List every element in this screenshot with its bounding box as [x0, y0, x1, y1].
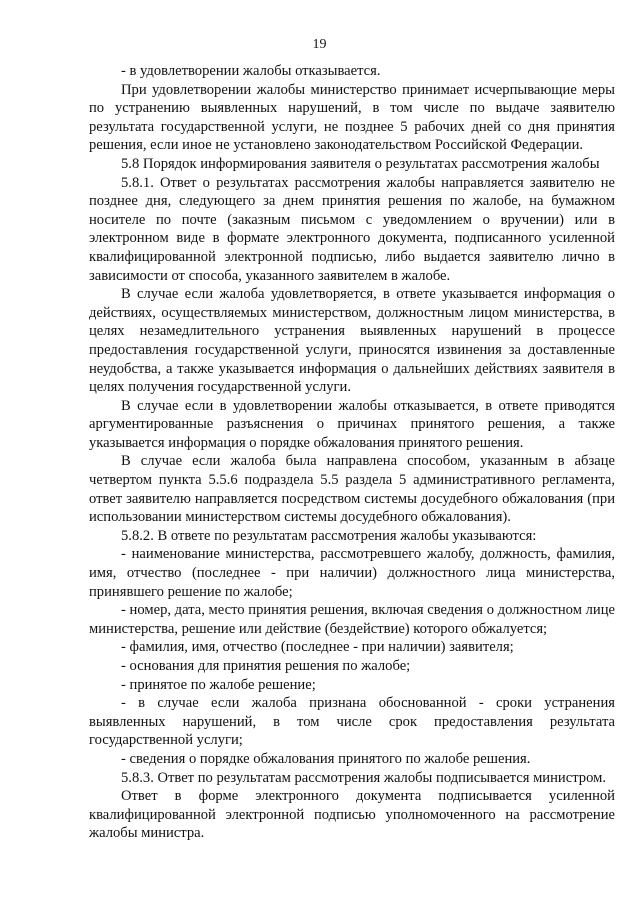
paragraph-satisfaction-measures: При удовлетворении жалобы министерство принимает исчерпывающие меры по устранению выявленных нарушений, в том числе по выдаче заявителю результата государственной услуги, не позднее 5 рабочих дней со дня принятия решения, если иное не установлено законодательством Российской Федерации.	[89, 81, 615, 154]
document-body	[89, 62, 615, 843]
paragraph-5-8-1: 5.8.1. Ответ о результатах рассмотрения жалобы направляется заявителю не позднее дня, следующего за днем принятия решения по жалобе, на бумажном носителе по почте (заказным письмом с уведомлением о вручении) или в электронном виде в формате электронного документа, подписанного усиленной квалифицированной электронной подписью, либо выдается заявителю лично в зависимости от способа, указанного заявителем в жалобе.	[89, 174, 615, 284]
list-item-grounds: - основания для принятия решения по жалобе;	[121, 658, 411, 674]
paragraph-complaint-refused: В случае если в удовлетворении жалобы отказывается, в ответе приводятся аргументированные разъяснения о причинах принятого решения, а также указывается информация о порядке обжалования принятого решения.	[89, 397, 615, 451]
paragraph-5-8-3: 5.8.3. Ответ по результатам рассмотрения жалобы подписывается министром.	[121, 769, 606, 786]
paragraph-electronic-signature: Ответ в форме электронного документа подписывается усиленной квалифицированной электронной подписью уполномоченного на рассмотрение жалобы министра.	[89, 788, 615, 842]
list-item-applicant-name: - фамилия, имя, отчество (последнее - при наличии) заявителя;	[121, 639, 514, 656]
list-item-remedy-deadlines: - в случае если жалоба признана обоснованной - сроки устранения выявленных нарушений, в том числе срок предоставления результата государственной услуги;	[89, 695, 615, 749]
paragraph-refusal-line: - в удовлетворении жалобы отказывается.	[121, 63, 381, 79]
list-item-decision-details: - номер, дата, место принятия решения, включая сведения о должностном лице министерства, решение или действие (бездействие) которого обжалуется;	[89, 602, 615, 637]
paragraph-complaint-satisfied: В случае если жалоба удовлетворяется, в ответе указывается информация о действиях, осуществляемых министерством, должностным лицом министерства, в целях незамедлительного устранения выявленных нарушений в процессе предоставления государственной услуги, приносятся извинения за доставленные неудобства, а также указывается информация о дальнейших действиях заявителя в целях получения государственной услуги.	[89, 286, 615, 396]
section-heading-5-8: 5.8 Порядок информирования заявителя о результатах рассмотрения жалобы	[121, 155, 600, 172]
paragraph-5-8-2: 5.8.2. В ответе по результатам рассмотрения жалобы указываются:	[121, 527, 537, 544]
list-item-appeal-info: - сведения о порядке обжалования принятого по жалобе решения.	[121, 750, 531, 767]
paragraph-pretrial-system: В случае если жалоба была направлена способом, указанным в абзаце четвертом пункта 5.5.6 подраздела 5.5 раздела 5 административного регламента, ответ заявителю направляется посредством системы досудебного обжалования (при использовании министерством системы досудебного обжалования).	[89, 453, 615, 526]
list-item-ministry-name: - наименование министерства, рассмотревшего жалобу, должность, фамилия, имя, отчество (последнее - при наличии) должностного лица министерства, принявшего решение по жалобе;	[89, 546, 615, 600]
list-item-decision: - принятое по жалобе решение;	[121, 676, 316, 693]
page-number: 19	[312, 37, 327, 52]
